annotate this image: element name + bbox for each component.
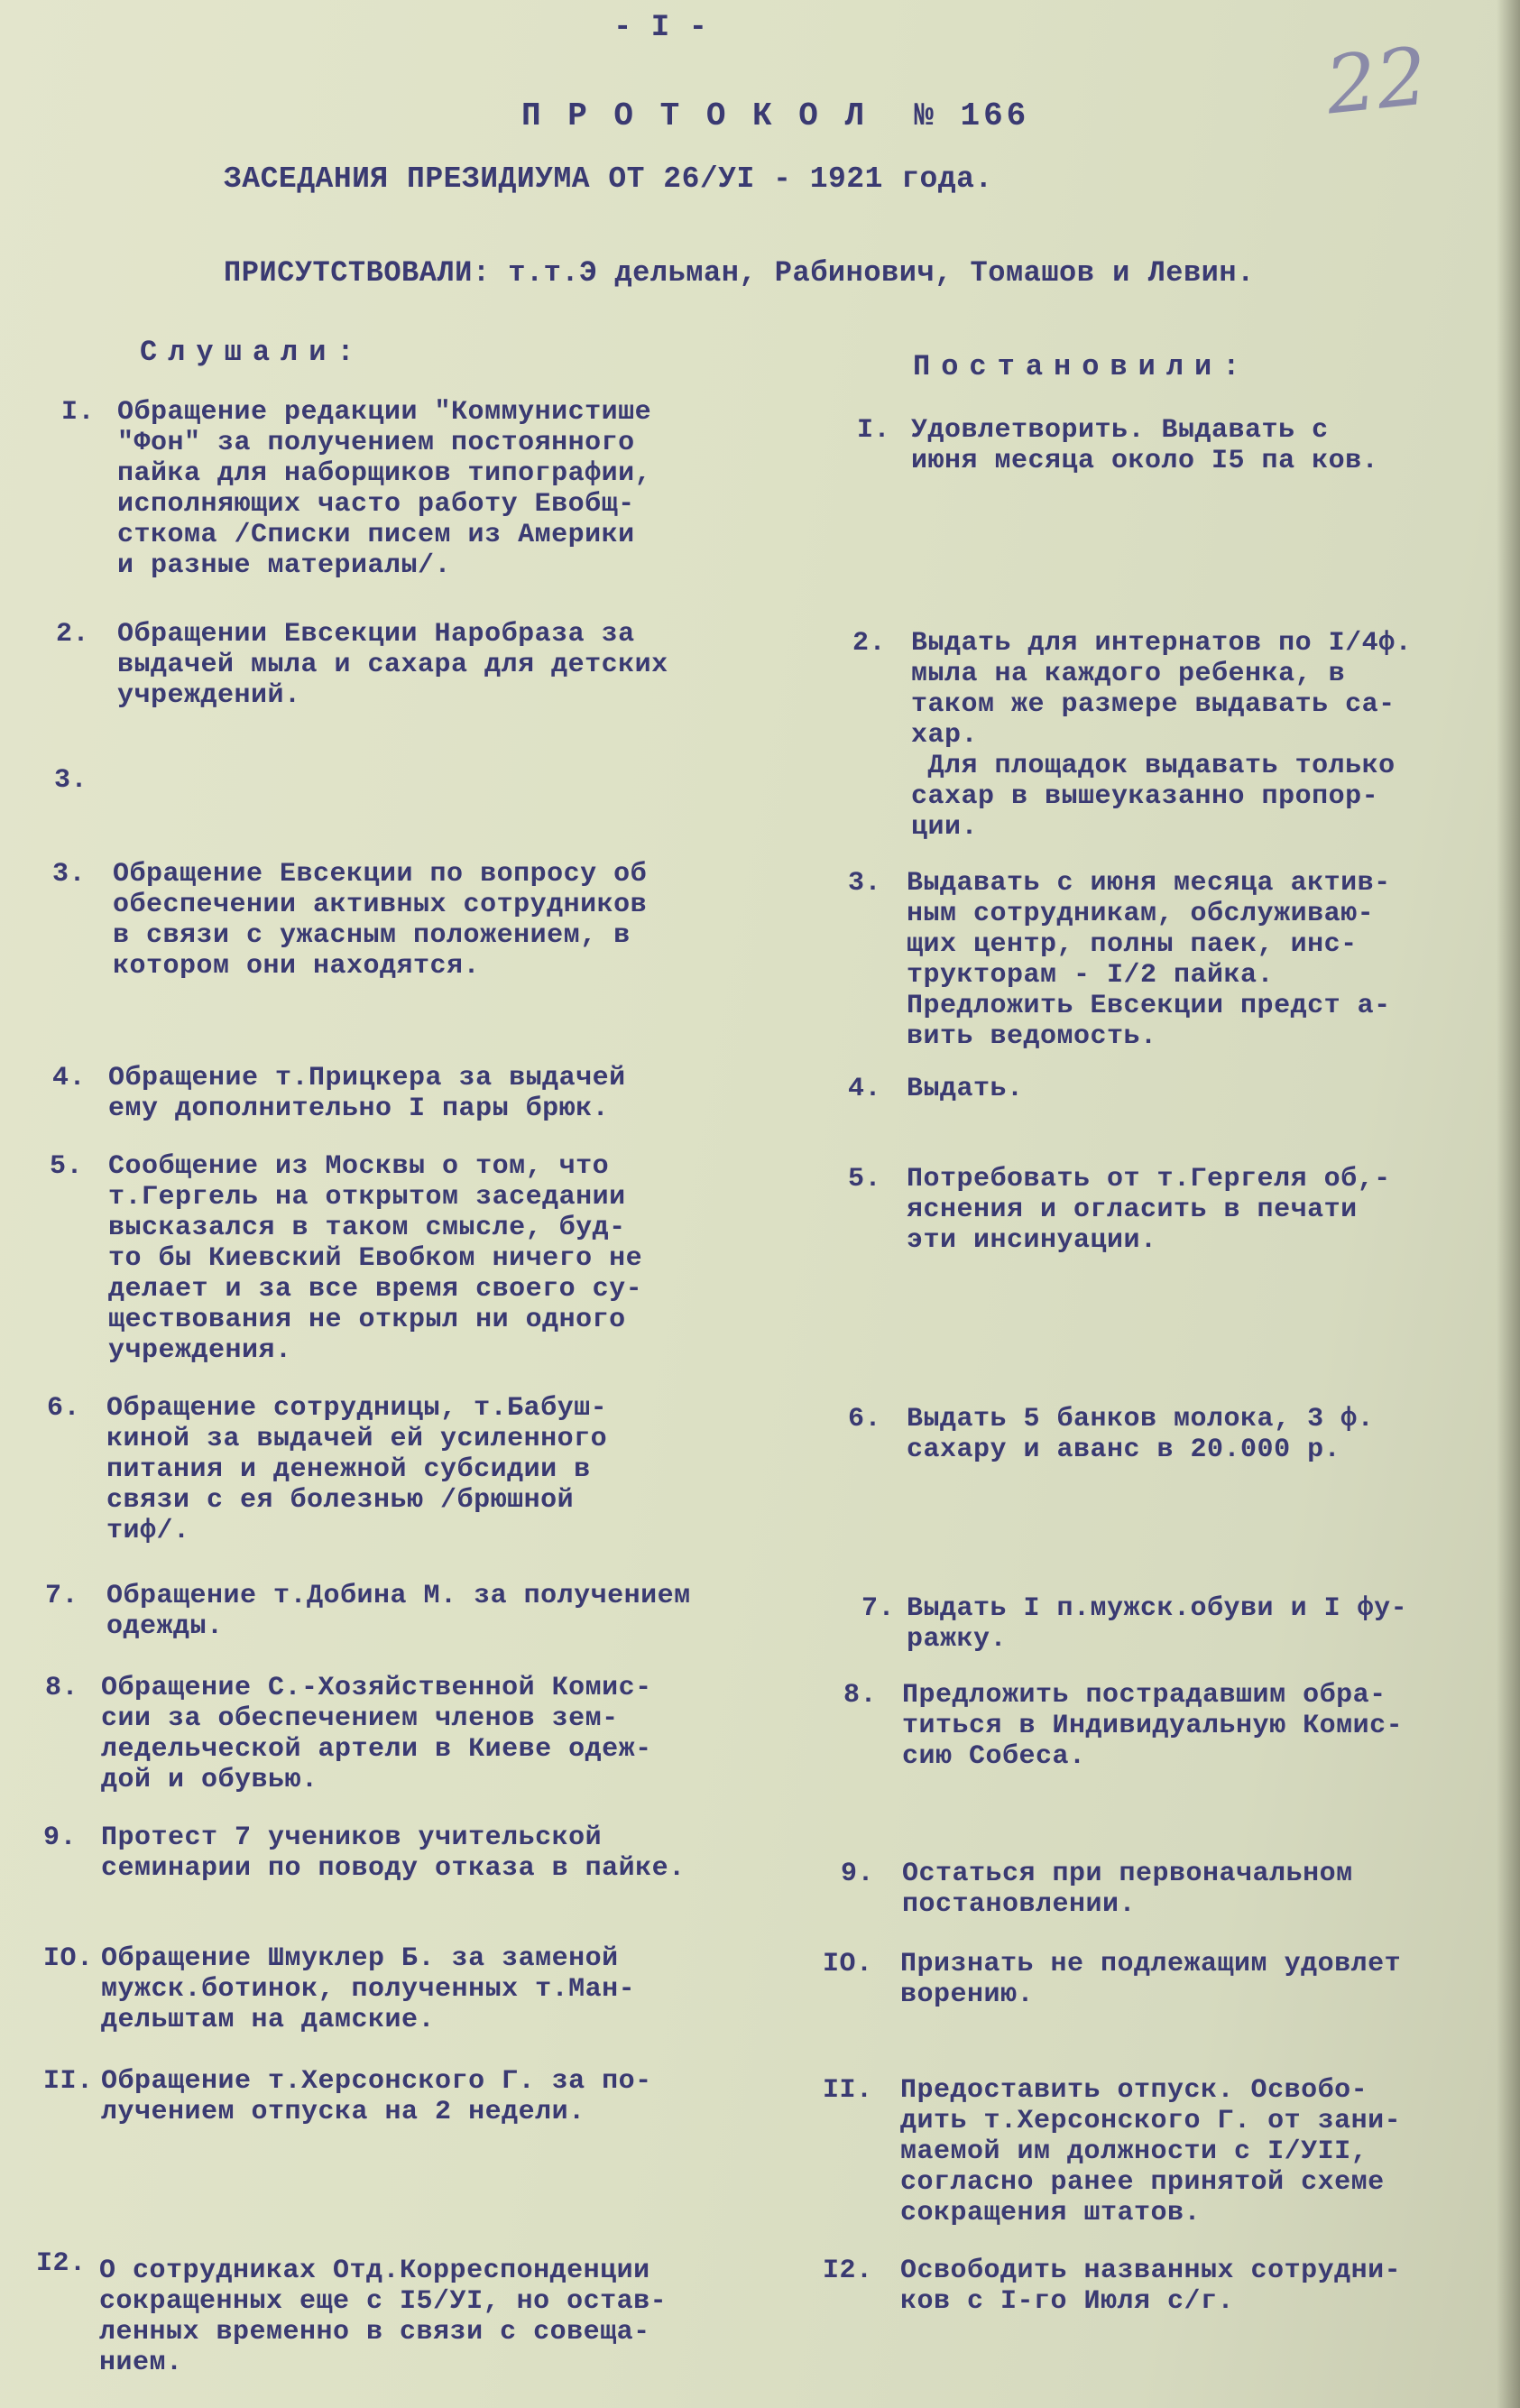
- heard-item-text: Обращение С.-Хозяйственной Комис- сии за обеспечением членов зем- ледельческой артели в Киеве одеж- дой и обувью.: [101, 1673, 652, 1795]
- resolved-item-text: Освободить названных сотрудни- ков с I-го Июля с/г.: [900, 2256, 1402, 2317]
- resolved-item-text: Предоставить отпуск. Освобо- дить т.Херсонского Г. от зани- маемой им должности с I/УII, согласно ранее принятой схеме сокращения штатов.: [900, 2075, 1402, 2228]
- heard-item-text: Протест 7 учеников учительской семинарии по поводу отказа в пайке.: [101, 1822, 686, 1884]
- heard-item-text: Обращение сотрудницы, т.Бабуш- киной за выдачей ей усиленного питания и денежной субсидии в связи с ея болезнью /брюшной тиф/.: [106, 1393, 608, 1546]
- resolved-item-number: 6.: [848, 1404, 882, 1435]
- resolved-item-text: Выдать.: [907, 1074, 1024, 1104]
- heard-item-text: Сообщение из Москвы о том, что т.Гергель на открытом заседании высказался в таком смысле, буд- то бы Киевский Евобком ничего не делает и за все время своего су- ществования не открыл ни одного учреждения.: [108, 1151, 643, 1366]
- heard-item-number: IO.: [43, 1943, 94, 1974]
- heard-item-text: О сотрудниках Отд.Корреспонденции сокращенных еще с I5/УI, но остав- ленных временно в связи с совеща- нием.: [99, 2256, 668, 2378]
- resolved-item-number: 4.: [848, 1074, 882, 1104]
- resolved-item-number: 5.: [848, 1164, 882, 1195]
- heard-item-number: I.: [61, 397, 96, 428]
- page-edge-shadow: [1497, 0, 1520, 2408]
- heard-item-text: Обращении Евсекции Наробраза за выдачей мыла и сахара для детских учреждений.: [117, 619, 668, 711]
- resolved-item-text: Удовлетворить. Выдавать с июня месяца около I5 па ков.: [911, 415, 1379, 476]
- resolved-item-text: Признать не подлежащим удовлет ворению.: [900, 1949, 1402, 2010]
- heard-item-number: I2.: [36, 2248, 87, 2279]
- heard-item-number: II.: [43, 2066, 94, 2097]
- resolved-item-number: 2.: [852, 628, 887, 659]
- resolved-item-text: Выдать 5 банков молока, 3 ф. сахару и аванс в 20.000 р.: [907, 1404, 1375, 1465]
- resolved-item-number: 7.: [861, 1593, 896, 1624]
- resolved-item-number: I2.: [823, 2256, 873, 2286]
- resolved-item-text: Выдать I п.мужск.обуви и I фу- ражку.: [907, 1593, 1408, 1655]
- heard-item-number: 4.: [52, 1063, 87, 1093]
- resolved-item-number: IO.: [823, 1949, 873, 1979]
- resolved-item-text: Выдать для интернатов по I/4ф. мыла на каждого ребенка, в таком же размере выдавать са- хар. Для площадок выдавать только сахар в вышеуказанно пропор- ции.: [911, 628, 1413, 843]
- folio-number-handwritten: 22: [1321, 29, 1432, 133]
- heard-item-text: Обращение т.Херсонского Г. за по- лучением отпуска на 2 недели.: [101, 2066, 652, 2127]
- heard-item-number: 3.: [52, 859, 87, 890]
- document-title: П Р О Т О К О Л № 166: [521, 97, 1030, 134]
- heard-item-text: Обращение т.Прицкера за выдачей ему дополнительно I пары брюк.: [108, 1063, 626, 1124]
- resolved-column-header: Постановили:: [913, 350, 1251, 383]
- resolved-item-number: II.: [823, 2075, 873, 2106]
- heard-item-text: Обращение т.Добина М. за получением одежды.: [106, 1581, 691, 1642]
- heard-item-text: Обращение редакции "Коммунистише "Фон" за получением постоянного пайка для наборщиков типографии, исполняющих часто работу Евобщ- сткома /Списки писем из Америки и разные материалы/.: [117, 397, 652, 581]
- heard-item-text: Обращение Шмуклер Б. за заменой мужск.ботинок, полученных т.Ман- дельштам на дамские.: [101, 1943, 636, 2035]
- resolved-item-text: Остаться при первоначальном постановлении.: [902, 1859, 1353, 1920]
- stray-item-number: 3.: [54, 765, 88, 796]
- resolved-item-text: Потребовать от т.Гергеля об,- яснения и огласить в печати эти инсинуации.: [907, 1164, 1391, 1256]
- heard-item-number: 6.: [47, 1393, 81, 1424]
- meeting-subtitle: ЗАСЕДАНИЯ ПРЕЗИДИУМА ОТ 26/УI - 1921 года.: [224, 162, 993, 196]
- heard-item-number: 8.: [45, 1673, 79, 1703]
- heard-item-number: 5.: [50, 1151, 84, 1182]
- heard-item-text: Обращение Евсекции по вопросу об обеспечении активных сотрудников в связи с ужасным положением, в котором они находятся.: [113, 859, 648, 982]
- resolved-item-number: 9.: [841, 1859, 875, 1889]
- heard-column-header: Слушали:: [140, 336, 365, 369]
- heard-item-number: 2.: [56, 619, 90, 650]
- resolved-item-number: 3.: [848, 868, 882, 899]
- heard-item-number: 9.: [43, 1822, 78, 1853]
- resolved-item-number: 8.: [843, 1680, 878, 1711]
- heard-item-number: 7.: [45, 1581, 79, 1611]
- page-number: - I -: [613, 11, 708, 45]
- resolved-item-text: Предложить пострадавшим обра- титься в Индивидуальную Комис- сию Собеса.: [902, 1680, 1404, 1772]
- resolved-item-text: Выдавать с июня месяца актив- ным сотрудникам, обслуживаю- щих центр, полны паек, инс- трукторам - I/2 пайка. Предложить Евсекции предст а- вить ведомость.: [907, 868, 1391, 1052]
- attendance-line: ПРИСУТСТВОВАЛИ: т.т.Э дельман, Рабинович, Томашов и Левин.: [224, 256, 1255, 290]
- resolved-item-number: I.: [857, 415, 891, 446]
